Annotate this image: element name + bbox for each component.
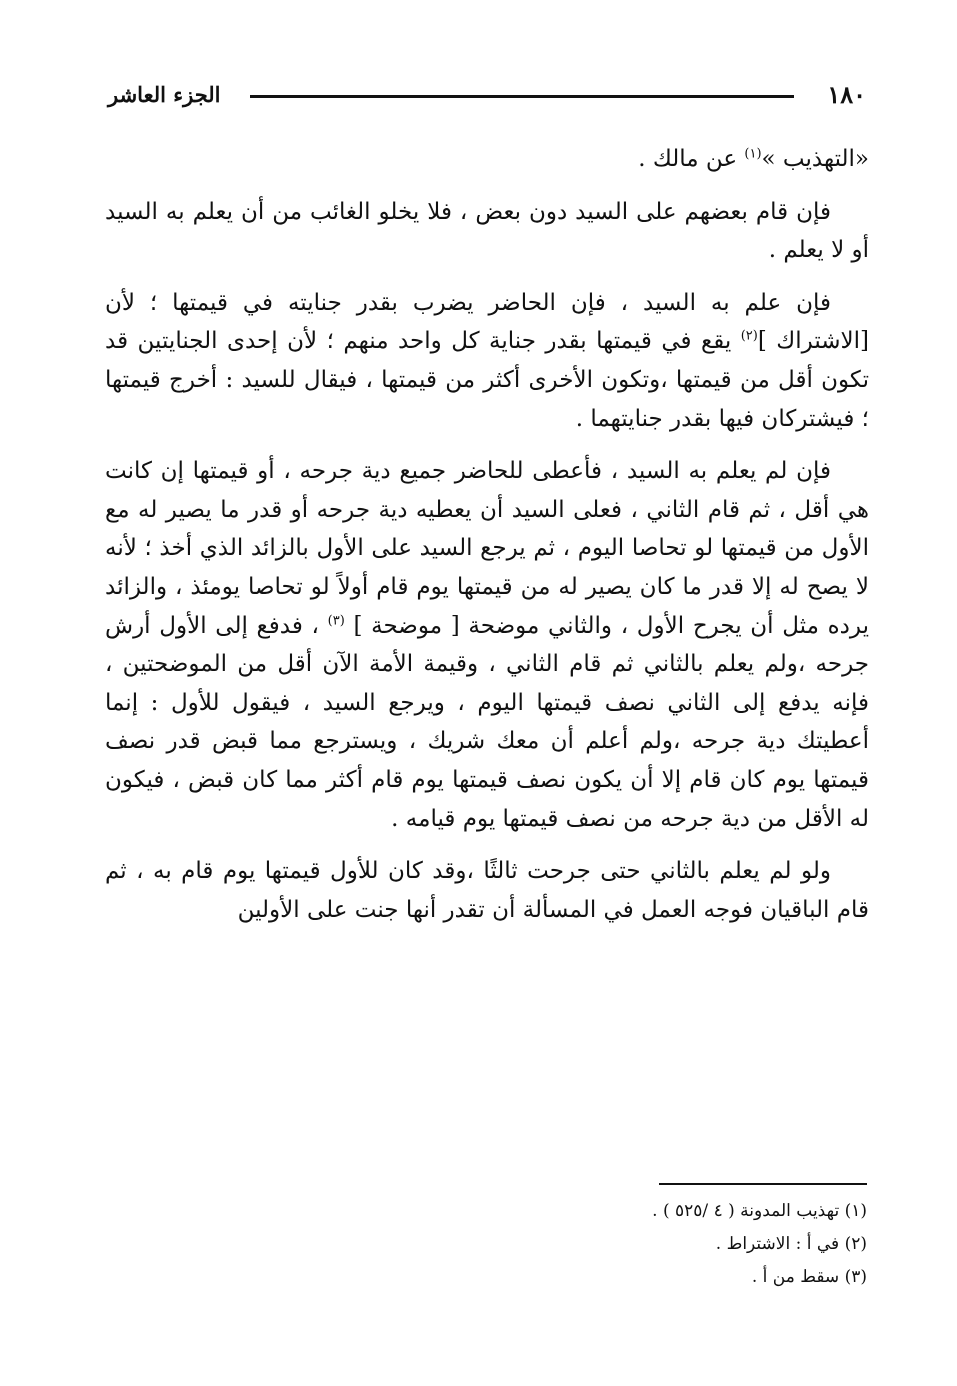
footnote-ref-3: (٣) bbox=[327, 612, 345, 628]
footnote-1: (١) تهذيب المدونة ( ٤ /٥٢٥ ) . bbox=[652, 1201, 867, 1221]
footnote-ref-2: (٢) bbox=[740, 328, 758, 344]
page-number: ١٨٠ bbox=[827, 80, 866, 109]
paragraph: فإن علم به السيد ، فإن الحاضر يضرب بقدر جنايته في قيمتها ؛ لأن [الاشتراك ]$^{(٢)}$ يقع في قيمتها بقدر جناية كل واحد منهم ؛ لأن إحدى الجنايتين قد تكون أقل من قيمتها ،وتكون الأخرى أكثر من قيمتها ، فيقال للسيد : أخرج قيمتها ؛ فيشتركان فيها بقدر جنايتهما . bbox=[105, 289, 870, 432]
footnote-2: (٢) في أ : الاشتراط . bbox=[715, 1234, 867, 1254]
footnotes bbox=[367, 1195, 867, 1294]
running-title: الجزء العاشر bbox=[108, 82, 221, 107]
paragraph: ولو لم يعلم بالثاني حتى جرحت ثالثًا ،وقد كان للأول قيمتها يوم قام به ، ثم قام الباقيان فوجه العمل في المسألة أن تقدر أنها جنت على الأولين bbox=[105, 858, 869, 923]
footnote-ref-1: (١) bbox=[744, 146, 762, 162]
footnote-separator bbox=[659, 1183, 867, 1185]
footnote-3: (٣) سقط من أ . bbox=[751, 1267, 867, 1287]
main-text bbox=[105, 140, 869, 943]
header-rule bbox=[250, 95, 794, 98]
paragraph: فإن قام بعضهم على السيد دون بعض ، فلا يخلو الغائب من أن يعلم به السيد أو لا يعلم . bbox=[105, 198, 869, 264]
paragraph-continuation: «التهذيب »$^{(١)}$ عن مالك . bbox=[638, 146, 869, 172]
page-header bbox=[108, 80, 866, 116]
paragraph: فإن لم يعلم به السيد ، فأعطى للحاضر جميع دية جرحه ، أو قيمتها إن كانت هي أقل ، ثم قام الثاني ، فعلى السيد أن يعطيه دية جرحه أو قدر ما يصير له مع الأول من قيمتها لو تحاصا اليوم ، ثم يرجع السيد على الأول بالزائد الذي أخذ ؛ لأنه لا يصح له إلا قدر ما كان يصير له من قيمتها يوم قام أولاً لو تحاصا يومئذ ، والزائد يرده مثل أن يجرح الأول ، والثاني موضحة [ موضحة ] $^{(٣)}$ ، فدفع إلى الأول أرش جرحه ،ولم يعلم بالثاني ثم قام الثاني ، وقيمة الأمة الآن أقل من الموضحتين ، فإنه يدفع إلى الثاني نصف قيمتها اليوم ، ويرجع السيد ، فيقول للأول : إنما أعطيتك دية جرحه ،ولم أعلم أن معك شريك ، ويسترجع مما قبض قدر نصف قيمتها يوم كان قام إلا أن يكون نصف قيمتها يوم قام أكثر مما كان قبض ، فيكون له الأقل من دية جرحه من نصف قيمتها يوم قيامه . bbox=[105, 458, 870, 832]
